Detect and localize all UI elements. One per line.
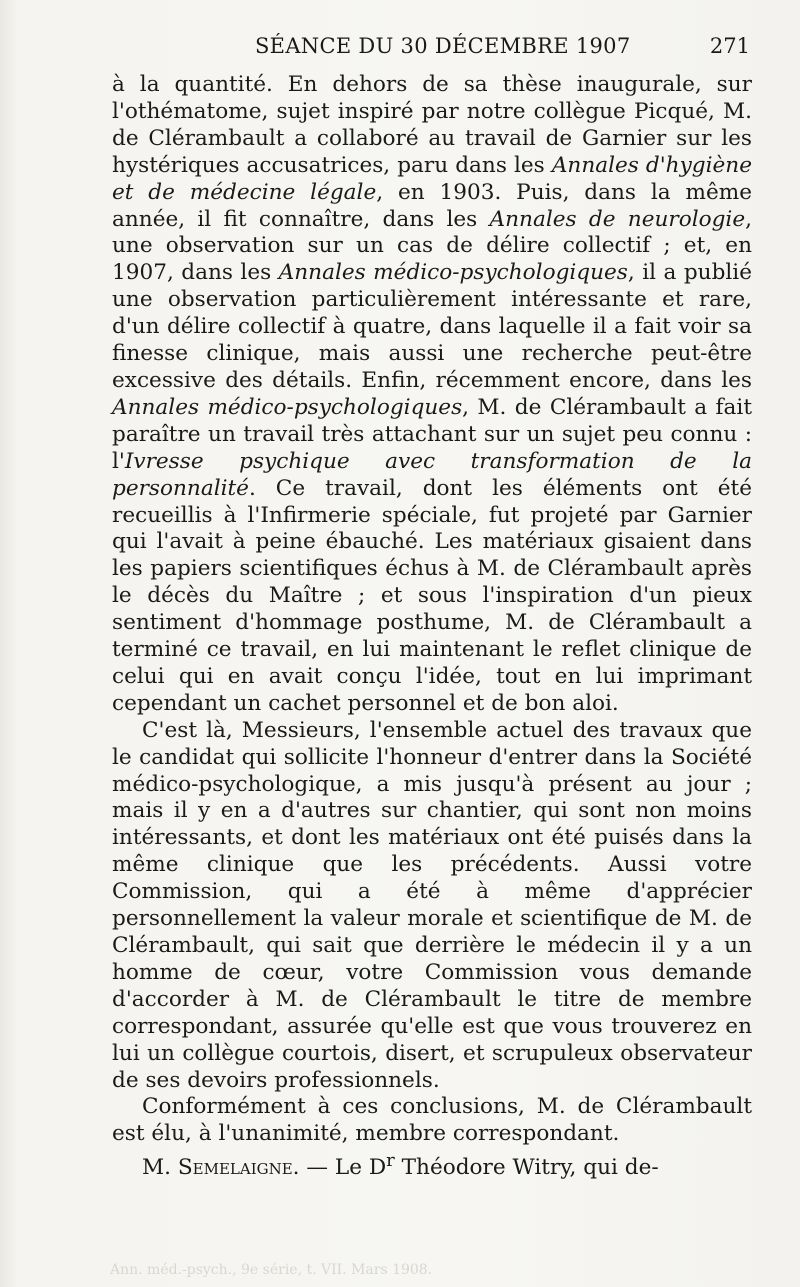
page-header (110, 34, 750, 64)
page-number: 271 (709, 34, 750, 58)
text-run: Théodore Witry, qui de- (394, 1155, 659, 1181)
text-run: à la quantité. En dehors de sa thèse inaugurale, sur l'othématome, sujet inspiré par notre collègue Picqué, M. de Clérambault a collaboré au travail de Garnier sur les hystériques accusatrices, paru dans les (112, 72, 752, 178)
text-run: , il a publié une observation particulièrement intéressante et rare, d'un délire collectif à quatre, dans laquelle il a fait voir sa finesse clinique, mais aussi une recherche peut-être excessive des détails. Enfin, récemment encore, dans les (112, 260, 752, 393)
text-run: M. (142, 1155, 178, 1181)
text-run: C'est là, Messieurs, l'ensemble actuel des travaux que le candidat qui sollicite l'honneur d'entrer dans la Société médico-psychologique, a mis jusqu'à présent au jour ; mais il y en a d'autres sur chantier, qui sont non moins intéressants, et dont les matériaux ont été puisés dans la même clinique que les précédents. Aussi votre Commission, qui a été à même d'apprécier personnellement la valeur morale et scientifique de M. de Clérambault, qui sait que derrière le médecin il y a un homme de cœur, votre Commission vous demande d'accorder à M. de Clérambault le titre de membre correspondant, assurée qu'elle est que vous trouverez en lui un collègue courtois, disert, et scrupuleux observateur de ses devoirs professionnels. (112, 717, 752, 1093)
paragraph (112, 1094, 752, 1148)
small-caps-name: Semelaigne (177, 1155, 293, 1181)
text-run: Conformément à ces conclusions, M. de Clérambault est élu, à l'unanimité, membre correspondant. (112, 1094, 752, 1147)
text-run: , une observation sur un cas de délire collectif ; et, en 1907, dans les (112, 206, 752, 286)
italic-title: Annales médico-psychologiques (112, 394, 463, 420)
paragraph (112, 1148, 752, 1182)
italic-title: Ivresse psychique avec transformation de la personnalité (112, 448, 752, 501)
italic-title: Annales médico-psychologiques (278, 260, 628, 286)
paragraph (112, 718, 752, 1095)
bleed-through-footer: Ann. méd.-psych., 9e série, t. VII. Mars 1908. (110, 1262, 433, 1278)
italic-title: Annales de neurologie (489, 206, 746, 232)
text-run: . Ce travail, dont les éléments ont été recueillis à l'Infirmerie spéciale, fut projeté par Garnier qui l'avait à peine ébauché. Les matériaux gisaient dans les papiers scientifiques échus à M. de Clérambault après le décès du Maître ; et sous l'inspiration d'un pieux sentiment d'hommage posthume, M. de Clérambault a terminé ce travail, en lui maintenant le reflet clinique de celui qui en avait conçu l'idée, tout en lui imprimant cependant un cachet personnel et de bon aloi. (112, 475, 752, 716)
paragraph (112, 72, 752, 718)
text-run: , en 1903. Puis, dans la même année, il fit connaître, dans les (112, 179, 752, 232)
body-text (112, 72, 752, 1182)
italic-title: Annales d'hygiène et de médecine légale (112, 152, 752, 205)
superscript: r (386, 1150, 395, 1172)
running-title: SÉANCE DU 30 DÉCEMBRE 1907 (255, 34, 631, 58)
text-run: , M. de Clérambault a fait paraître un travail très attachant sur un sujet peu connu : l' (112, 394, 753, 474)
text-run: . — Le D (292, 1155, 387, 1181)
